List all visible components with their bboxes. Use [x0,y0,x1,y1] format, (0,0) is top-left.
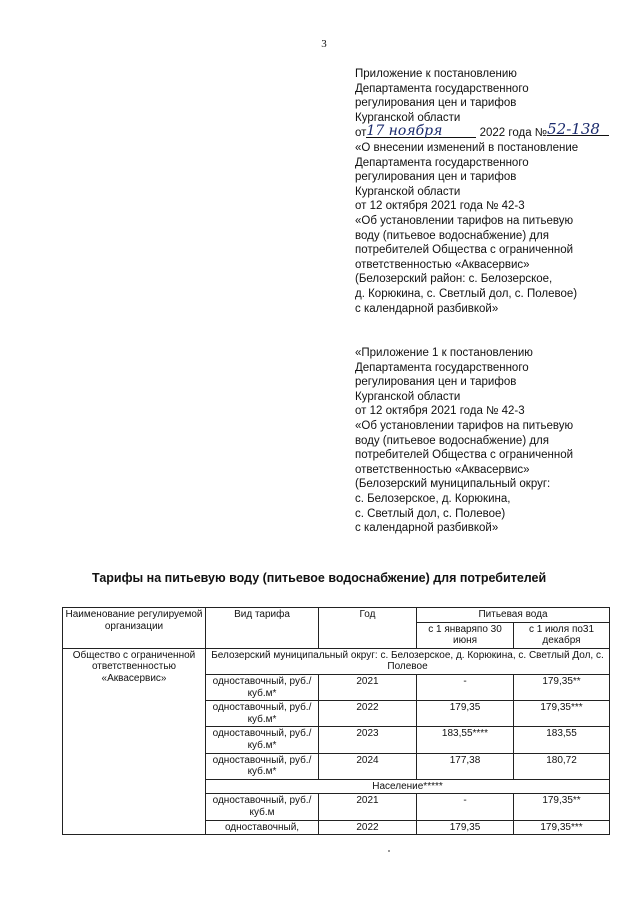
amendment-line: от 12 октября 2021 года № 42-3 [355,200,525,213]
appendix1-line: ответственностью «Аквасервис» [355,463,530,476]
appendix1-line: регулирования цен и тарифов [355,376,517,389]
period2-cell: 183,55 [514,727,610,753]
appendix1-line: воду (питьевое водоснабжение) для [355,434,549,447]
appendix1-block [355,346,615,536]
year-cell: 2024 [319,753,417,779]
tariff-type-cell: одноставочный, [206,820,319,835]
appendix-line: Департамента государственного [355,82,529,95]
amendment-line: потребителей Общества с ограниченной [355,244,574,257]
period1-cell: 179,35 [417,820,514,835]
tariff-type-cell: одноставочный, руб./куб.м* [206,674,319,700]
amendment-line: с календарной разбивкой» [355,302,499,315]
appendix1-line: с. Светлый дол, с. Полевое) [355,507,506,520]
header-period2: с 1 июля по31 декабря [514,622,610,648]
period2-cell: 179,35** [514,674,610,700]
location-row [63,648,610,674]
year-cell: 2022 [319,820,417,835]
amendment-line: воду (питьевое водоснабжение) для [355,229,549,242]
appendix-line: Приложение к постановлению [355,68,517,80]
appendix1-line: с. Белозерское, д. Корюкина, [355,492,511,505]
period1-cell: 177,38 [417,753,514,779]
amendment-line: (Белозерский район: с. Белозерское, [355,273,553,286]
appendix1-line: с календарной разбивкой» [355,522,499,535]
tariff-table [62,607,610,835]
appendix1-line: потребителей Общества с ограниченной [355,449,574,462]
location-header: Белозерский муниципальный округ: с. Белозерское, д. Корюкина, с. Светлый Дол, с. Полевое [206,648,610,674]
header-org: Наименование регулируемой организации [63,608,206,649]
appendix-line: Курганской области [355,111,461,124]
population-header: Население***** [206,779,610,794]
appendix-header-block [355,67,615,316]
appendix1-line: «Приложение 1 к постановлению [355,347,533,359]
header-period1: с 1 январяпо 30 июня [417,622,514,648]
appendix1-line: «Об установлении тарифов на питьевую [355,419,574,432]
amendment-line: Курганской области [355,185,461,198]
appendix1-line: (Белозерский муниципальный округ: [355,478,551,491]
period1-cell: 179,35 [417,701,514,727]
order-year: 2022 года № [479,127,548,140]
period1-cell: 183,55**** [417,727,514,753]
year-cell: 2021 [319,674,417,700]
order-prefix: от [355,127,367,140]
amendment-line: «Об установлении тарифов на питьевую [355,214,574,227]
appendix1-line: от 12 октября 2021 года № 42-3 [355,405,525,418]
amendment-line: ответственностью «Аквасервис» [355,258,530,271]
tariff-type-cell: одноставочный, руб./куб.м [206,794,319,820]
scan-speck [388,850,390,852]
page-number: 3 [321,38,327,50]
amendment-line: регулирования цен и тарифов [355,171,517,184]
handwritten-number: 52-138 [547,123,609,136]
period1-cell: - [417,674,514,700]
period1-cell: - [417,794,514,820]
table-header-row [63,608,610,623]
year-cell: 2021 [319,794,417,820]
amendment-line: д. Корюкина, с. Светлый дол, с. Полевое) [355,287,578,300]
year-cell: 2022 [319,701,417,727]
period2-cell: 179,35*** [514,701,610,727]
amendment-line: Департамента государственного [355,156,529,169]
header-tariff-type: Вид тарифа [206,608,319,649]
year-cell: 2023 [319,727,417,753]
handwritten-date: 17 ноября [366,125,476,138]
amendment-line: «О внесении изменений в постановление [355,141,579,154]
header-year: Год [319,608,417,649]
appendix-line: регулирования цен и тарифов [355,97,517,110]
period2-cell: 179,35*** [514,820,610,835]
org-name-cell: Общество с ограниченной ответственностью «Аквасервис» [63,648,206,834]
tariff-type-cell: одноставочный, руб./куб.м* [206,727,319,753]
period2-cell: 180,72 [514,753,610,779]
header-water: Питьевая вода [417,608,610,623]
order-line [355,120,615,141]
appendix1-line: Департамента государственного [355,361,529,374]
table-title: Тарифы на питьевую воду (питьевое водоснабжение) для потребителей [92,571,547,585]
appendix1-line: Курганской области [355,390,461,403]
period2-cell: 179,35** [514,794,610,820]
tariff-type-cell: одноставочный, руб./куб.м* [206,701,319,727]
tariff-type-cell: одноставочный, руб./куб.м* [206,753,319,779]
